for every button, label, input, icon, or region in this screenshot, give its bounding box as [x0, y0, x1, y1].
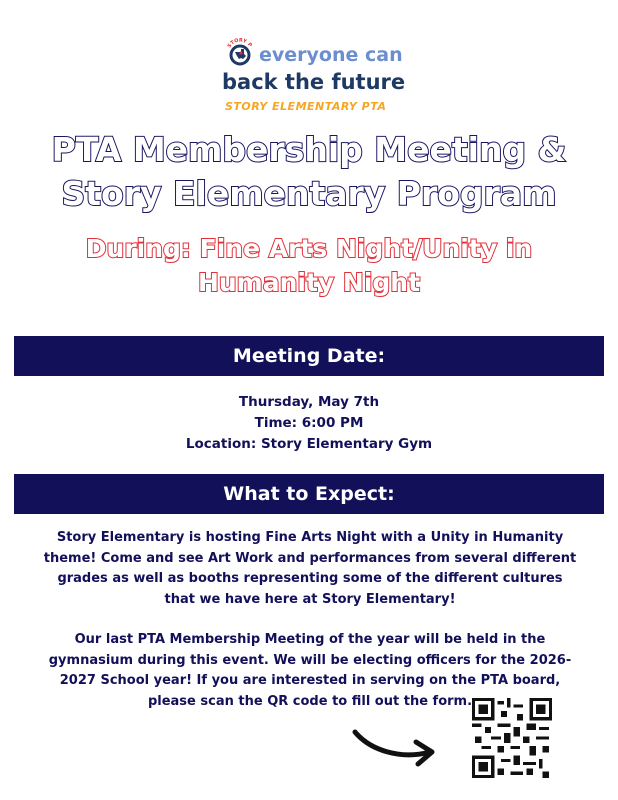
meeting-location: Location: Story Elementary Gym — [185, 436, 433, 452]
title-line-2: Story Elementary Program — [61, 174, 557, 213]
meeting-time: Time: 6:00 PM — [254, 415, 364, 431]
what-to-expect-heading: What to Expect: — [14, 474, 604, 514]
pta-logo — [222, 38, 406, 118]
texas-badge-icon — [225, 38, 255, 68]
meeting-date: Thursday, May 7th — [238, 394, 380, 410]
logo-tagline-2: back the future — [222, 70, 406, 94]
page-title — [0, 128, 618, 216]
event-description: Story Elementary is hosting Fine Arts Night with a Unity in Humanity theme! Come and see Art Work and performances from several different grades as well as booths representing some of the different cultures that we have here at Story Elementary! — [43, 530, 577, 607]
event-subtitle — [0, 232, 618, 300]
meeting-details — [0, 392, 618, 455]
subtitle-line-1: During: Fine Arts Night/Unity in — [85, 234, 533, 263]
meeting-date-heading: Meeting Date: — [14, 336, 604, 376]
svg-text:STORY PTA: STORY P — [226, 38, 253, 50]
title-line-1: PTA Membership Meeting & — [51, 130, 567, 169]
logo-school-name: STORY ELEMENTARY PTA — [225, 100, 387, 113]
subtitle-line-2: Humanity Night — [197, 268, 421, 297]
qr-code[interactable] — [472, 698, 552, 778]
arrow-icon — [350, 720, 440, 770]
election-description: Our last PTA Membership Meeting of the year will be held in the gymnasium during this event. We will be electing officers for the 2026-2027 School year! If you are interested in serving on the PTA board, please scan the QR code to fill out the form. — [48, 632, 572, 709]
logo-tagline-1: everyone can — [259, 44, 403, 66]
